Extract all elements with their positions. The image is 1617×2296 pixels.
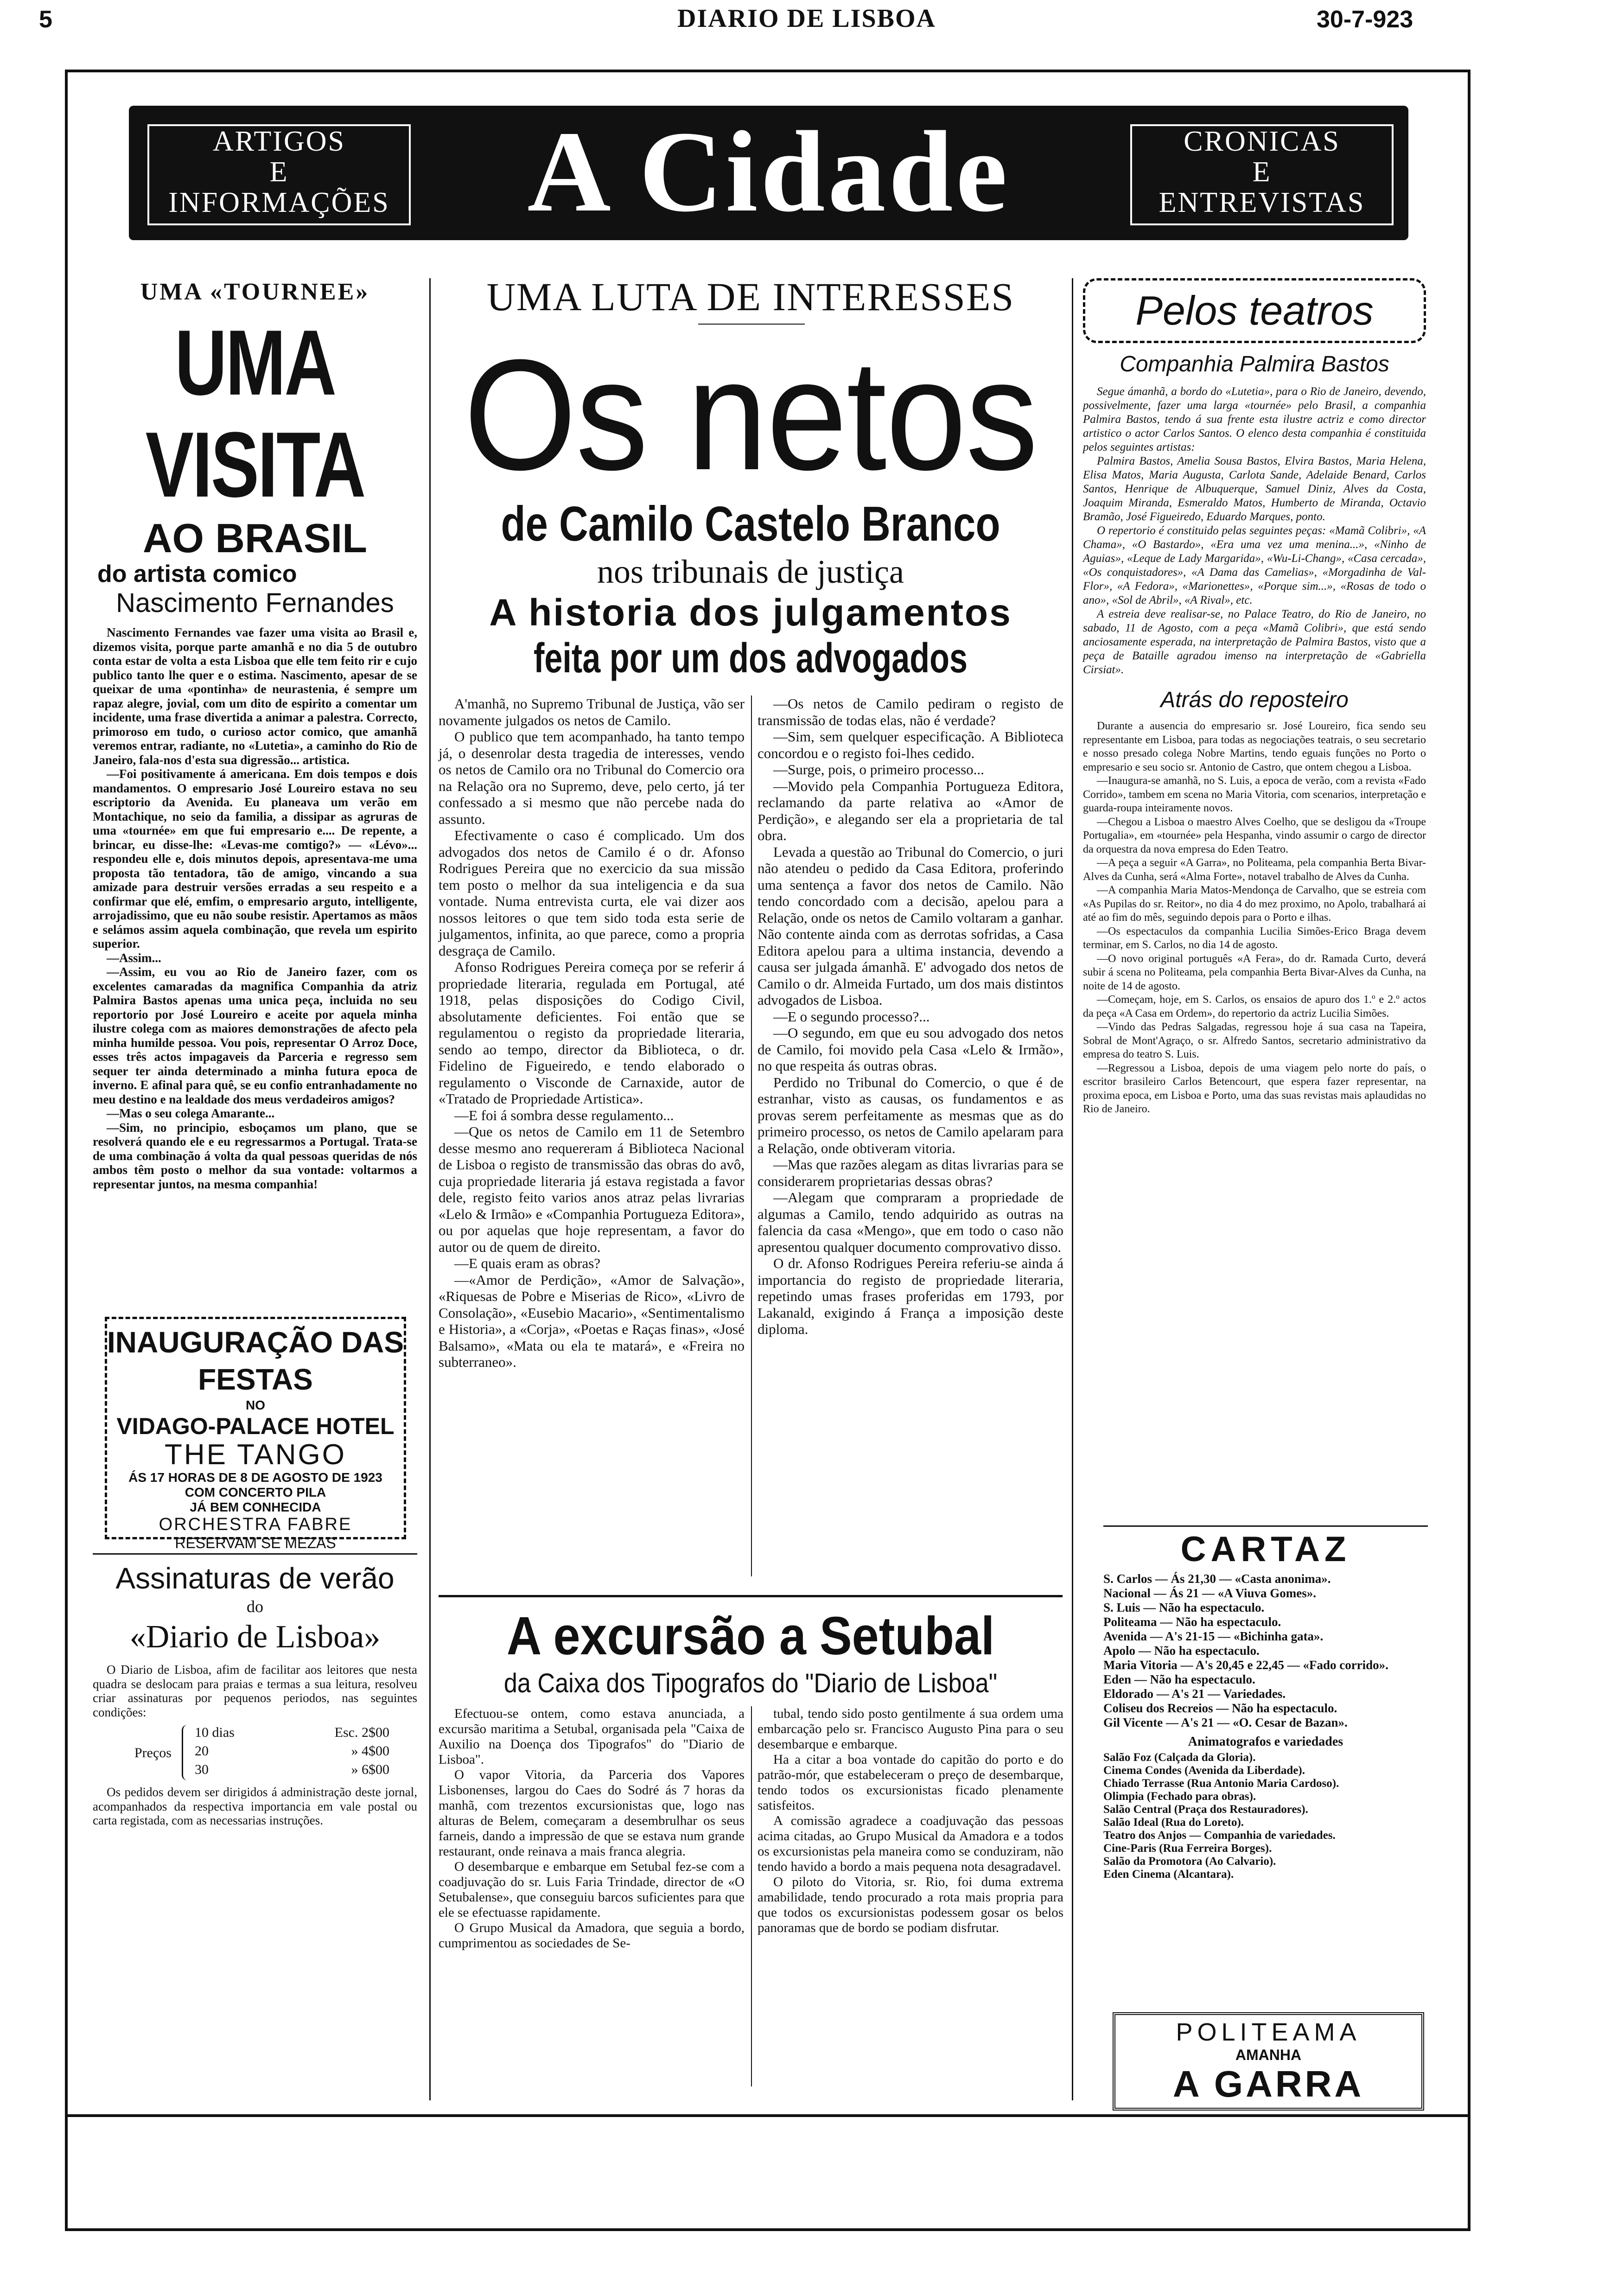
cartaz-item: Coliseu dos Recreios — Não ha espectaculo. [1103, 1701, 1337, 1715]
banner-right-line: CRONICAS [1184, 126, 1340, 157]
paragraph: —Regressou a Lisboa, depois de uma viagem pelo norte do país, o escritor brasileiro Carlos Betencourt, que espera fazer representar, na proxima epoca, em Lisboa e Porto, uma das suas revistas mais aplaudidas no Rio de Janeiro. [1083, 1062, 1426, 1115]
price-row [195, 1762, 389, 1778]
paragraph: —Inaugura-se amanhã, no S. Luis, a epoca de verão, com a revista «Fado Corrido», tambem em scena no Maria Vitoria, com scenarios, interpretação e guarda-roupa inteiramente novos. [1083, 775, 1426, 814]
paragraph: —E quais eram as obras? [454, 1255, 601, 1271]
price-row [195, 1725, 389, 1741]
anim-item: Eden Cinema (Alcantara). [1103, 1868, 1234, 1881]
paragraph: —«Amor de Perdição», «Amor de Salvação», «Riquesas de Pobre e Miserias de Rico», «Livro de Consolação», «Eusebio Macario», «Sentimentalismo e Historia», a «Corja», «Poetas e Raças finas», «José Balsamo», «Mata ou ela te matará», e «Freira no subterraneo». [439, 1271, 745, 1370]
paragraph: —Os espectaculos da companhia Lucilia Simões-Erico Braga devem terminar, em S. Carlos, no dia 14 de agosto. [1083, 925, 1426, 951]
divider [1103, 1525, 1428, 1527]
cartaz-item: Gil Vicente — A's 21 — «O. Cesar de Bazan». [1103, 1716, 1348, 1729]
paragraph: —Começam, hoje, em S. Carlos, os ensaios de apuro dos 1.º e 2.º actos da peça «A Casa em Ordem», do repertorio da actriz Lucilia Simões. [1083, 994, 1426, 1020]
paragraph: Os pedidos devem ser dirigidos á administração deste jornal, acompanhados da respectiva importancia em vale postal ou carta registada, com as necessarias instruções. [93, 1785, 417, 1827]
col2-subhead-1: de Camilo Castelo Branco [501, 497, 1000, 551]
ad-line-3: VIDAGO-PALACE HOTEL [116, 1413, 395, 1439]
paragraph: —Sim, sem quelquer especificação. A Biblioteca concordou e o registo foi-lhes cedido. [758, 728, 1063, 761]
banner-right-line: ENTREVISTAS [1159, 187, 1365, 218]
paragraph: O dr. Afonso Rodrigues Pereira referiu-se ainda á importancia do registo de propriedade literaria, repetindo umas frases proferidas em 1793, por Lakanald, exigindo á França a imposição deste diploma. [758, 1255, 1063, 1337]
paragraph: A estreia deve realisar-se, no Palace Teatro, do Rio de Janeiro, no sabado, 11 de Agosto, com a peça «Mamã Colibri», que está sendo anciosamente esperada, na interpretação de Palmira Bastos, visto que a peça de Bataille agradou imenso na interpretação de «Gabriella Cirsiat». [1083, 608, 1426, 676]
anim-title: Animatografos e variedades [1188, 1735, 1343, 1749]
anim-item: Salão Central (Praça dos Restauradores). [1103, 1803, 1308, 1816]
section-banner [129, 106, 1408, 240]
cartaz-block [1103, 1525, 1428, 1881]
cartaz-title: CARTAZ [1180, 1530, 1351, 1569]
cartaz-item: Eldorado — A's 21 — Variedades. [1103, 1687, 1286, 1701]
anim-item: Salão Foz (Calçada da Gloria). [1103, 1751, 1256, 1764]
paragraph: O piloto do Vitoria, sr. Rio, foi duma extrema amabilidade, tendo procurado a rota mais propria para que todos os excursionistas podessem gosar os belos panoramas que de bordo se podiam disfrutar. [758, 1875, 1063, 1935]
paragraph: Segue ámanhã, a bordo do «Lutetia», para o Rio de Janeiro, devendo, possivelmente, fazer uma larga «tournée» pelo Brasil, a companhia Palmira Bastos, tendo á sua frente esta ilustre actriz e como director artistico o actor Carlos Santos. O elenco desta companhia é constituida pelos seguintes artistas: [1083, 385, 1426, 453]
assinaturas-footer [93, 1785, 417, 1828]
col2-body-right [758, 695, 1063, 1338]
paragraph: —Alegam que compraram a propriedade de algumas a Camilo, tendo adquirido as outras na falencia da casa «Mengo», que em todo o caso não apresentou qualquer documento comprovativo disso. [758, 1189, 1063, 1255]
price-days: 20 [195, 1743, 209, 1759]
excursao-body-right [758, 1706, 1063, 1936]
divider [698, 324, 805, 325]
anim-item: Teatro dos Anjos — Companhia de variedades. [1103, 1829, 1336, 1842]
page-header [0, 0, 1617, 42]
ad-line-5: ÁS 17 HORAS DE 8 DE AGOSTO DE 1923 [128, 1470, 382, 1485]
paragraph: —E foi á sombra desse regulamento... [454, 1107, 674, 1123]
paragraph: O Diario de Lisboa, afim de facilitar aos leitores que nesta quadra se deslocam para praias e termas a sua leitura, resolveu criar assinaturas por pequenos periodos, nas seguintes condições: [93, 1663, 417, 1719]
assinaturas-text [93, 1663, 417, 1719]
ad-line-1: INAUGURAÇÃO DAS FESTAS [107, 1326, 404, 1396]
paragraph: O publico que tem acompanhado, ha tanto tempo já, o desenrolar desta tragedia de interesses, vendo os netos de Camilo ora no Tribunal do Comercio ora na Relação ora no Supremo, deve, pelo certo, já ter confessado a si mesmo que não percebe nada do assunto. [439, 728, 745, 827]
anim-item: Salão Ideal (Rua do Loreto). [1103, 1816, 1244, 1829]
company-title: Companhia Palmira Bastos [1120, 352, 1389, 376]
paragraph: —Assim, eu vou ao Rio de Janeiro fazer, com os excelentes camaradas da magnifica Companhia da atriz Palmira Bastos apenas uma unica peça, incluida no seu reportorio por José Loureiro e aceite por aquela minha ilustre colega com as maiores demonstrações de afecto pela minha humilde pessoa. Vou pois, representar O Arroz Doce, esses três actos impagaveis da Parceria e regresso sem sequer ter ainda determinado a minha futura epoca de inverno. E afinal para quê, se eu confio entranhadamente no meu destino e na lealdade dos meus verdadeiros amigos? [93, 965, 417, 1106]
column-rule [429, 278, 431, 2100]
paragraph: —Surge, pois, o primeiro processo... [773, 761, 984, 778]
price-value: » 4$00 [351, 1743, 389, 1759]
ad-line-4: THE TANGO [165, 1439, 346, 1471]
cartaz-list [1103, 1572, 1428, 1730]
paragraph: Afonso Rodrigues Pereira começa por se referir á propriedade literaria, regulada em Portugal, até 1918, pelas disposições do Codigo Civil, absolutamente deficientes. Foi então que se regulamentou o registo da propriedade literaria, sendo ao tempo, director da Biblioteca, o dr. Fidelino de Figueiredo, e tendo elaborado o regulamento o Visconde de Carnaxide, autor de «Tratado de Propriedade Artistica». [439, 959, 745, 1107]
col1-headline: UMA VISITA [145, 311, 365, 517]
banner-left-line: INFORMAÇÕES [168, 187, 390, 218]
paragraph: —Que os netos de Camilo em 11 de Setembro desse mesmo ano requereram á Biblioteca Nacional de Lisboa o registo de transmissão das obras do avô, cuja propriedade literaria já estava registada a favor dele, registo feito varios anos atraz pelas livrarias «Lelo & Irmão» e «Companhia Portugueza Editora», ou por aquelas que hoje representam, a favor do autor ou de quem de direito. [439, 1123, 745, 1255]
teatros-title: Pelos teatros [1135, 287, 1374, 333]
price-brace [182, 1725, 191, 1780]
banner-right-box [1130, 124, 1394, 225]
paragraph: —O novo original português «A Fera», do dr. Ramada Curto, deverá subir á scena no Politeama, pela companhia Berta Bivar-Alves da Cunha, na noite de 14 de agosto. [1083, 952, 1426, 992]
price-value: Esc. 2$00 [334, 1725, 389, 1740]
cartaz-item: Maria Vitoria — A's 20,45 e 22,45 — «Fado corrido». [1103, 1658, 1388, 1672]
col2-body-left [439, 695, 745, 1371]
col1-body [93, 625, 417, 1191]
banner-title: A Cidade [527, 108, 1010, 236]
ad-line-2: NO [246, 1398, 265, 1412]
paragraph: —E o segundo processo?... [773, 1008, 930, 1025]
price-days: 30 [195, 1762, 209, 1777]
paragraph: Perdido no Tribunal do Comercio, o que é de estranhar, visto as causas, os fundamentos e as provas serem perfeitamente as mesmas que as do primeiro processo, os netos de Camilo apelaram para a Relação, onde obtiveram vitoria. [758, 1074, 1063, 1156]
paragraph: —Movido pela Companhia Portugueza Editora, reclamando da parte relativa ao «Amor de Perdição», e alegando ser ela a proprietaria de tal obra. [758, 778, 1063, 843]
paragraph: O repertorio é constituido pelas seguintes peças: «Mamã Colibri», «A Chama», «O Bastardo», «Era uma vez uma menina...», «Ninho de Aguias», «Leque de Lady Margarida», «Wu-Li-Chang», «Casa cercada», «Os conquistadores», «A Dama das Camelias», «Morgadinha de Val-Flor», «A Fedora», «Marionettes», «Porque sim...», «Rosas de todo o ano», «Sol de Abril», «A Rival», etc. [1083, 524, 1426, 606]
paragraph: —Mas que razões alegam as ditas livrarias para se considerarem proprietarias dessas obras? [758, 1156, 1063, 1189]
paragraph: A'manhã, no Supremo Tribunal de Justiça, vão ser novamente julgados os netos de Camilo. [439, 695, 745, 728]
cartaz-item: Apolo — Não ha espectaculo. [1103, 1644, 1260, 1658]
politeama-when: AMANHA [1235, 2047, 1302, 2063]
paragraph: Efectuou-se ontem, como estava anunciada, a excursão maritima a Setubal, organisada pela "Caixa de Auxilio na Doença dos Tipografos" do "Diario de Lisboa". [439, 1706, 745, 1767]
paper-name: DIARIO DE LISBOA [677, 4, 936, 33]
banner-right-line: E [1252, 156, 1272, 188]
column-rule [751, 1706, 752, 2086]
col2-subhead-2: nos tribunais de justiça [597, 553, 904, 590]
price-label: Preços [134, 1745, 172, 1760]
paragraph: —A peça a seguir «A Garra», no Politeama, pela companhia Berta Bivar-Alves da Cunha, será «Alma Forte», notavel trabalho de Alves da Cunha. [1083, 857, 1426, 883]
teatros-title-box [1083, 278, 1426, 343]
paragraph: —Assim... [107, 950, 161, 965]
politeama-ad [1113, 2012, 1424, 2111]
excursao-subtitle: da Caixa dos Tipografos do "Diario de Lisboa" [503, 1668, 998, 1698]
cartaz-item: Politeama — Não ha espectaculo. [1103, 1615, 1281, 1629]
col2-article [439, 274, 1063, 682]
anim-item: Cine-Paris (Rua Ferreira Borges). [1103, 1842, 1272, 1855]
paragraph: —Chegou a Lisboa o maestro Alves Coelho, que se desligou da «Troupe Portugalia», em «tournée» pela Hespanha, vindo assumir o cargo de director da orquestra da nova empresa do Eden Teatro. [1083, 816, 1426, 855]
assinaturas-de: do [247, 1597, 263, 1616]
anim-item: Olimpia (Fechado para obras). [1103, 1790, 1256, 1803]
paragraph: O desembarque e embarque em Setubal fez-se com a coadjuvação do sr. Luis Faria Trindade, director de «O Setubalense», que conseguiu barcos suficientes para que ele se efectuasse rapidamente. [439, 1859, 745, 1920]
anim-list [1103, 1751, 1428, 1881]
cartaz-item: Avenida — A's 21-15 — «Bichinha gata». [1103, 1629, 1324, 1643]
paragraph: Efectivamente o caso é complicado. Um dos advogados dos netos de Camilo é o dr. Afonso Rodrigues Pereira que no exercicio da sua missão tem posto o melhor da sua inteligencia e da sua vontade. Numa entrevista curta, ele vai dizer aos nossos leitores o que tem sido toda esta serie de julgamentos, infinita, ao que parece, como a propria desgraça de Camilo. [439, 827, 745, 959]
ad-line-9: RESERVAM SE MEZAS [175, 1535, 336, 1551]
cartaz-item: S. Luis — Não ha espectaculo. [1103, 1601, 1265, 1614]
paragraph: Palmira Bastos, Amelia Sousa Bastos, Elvira Bastos, Maria Helena, Elisa Matos, Maria Augusta, Carlota Sande, Adelaide Benard, Carlos Santos, Henrique de Albuquerque, Samuel Diniz, Alves da Costa, Joaquim Miranda, Esmeraldo Matos, Humberto de Miranda, Octavio Bramão, José Figueiredo, Eduardo Marques, ponto. [1083, 455, 1426, 523]
column-rule [1072, 278, 1073, 2100]
ad-line-7: JÁ BEM CONHECIDA [190, 1500, 321, 1514]
festas-ad [105, 1317, 406, 1551]
ad-line-8: ORCHESTRA FABRE [159, 1515, 352, 1534]
price-value: » 6$00 [351, 1762, 389, 1777]
paragraph: Levada a questão ao Tribunal do Comercio, o juri não atendeu o pedido da Casa Editora, proferindo uma sentença a favor dos netos de Camilo. Não tendo concordado com a decisão, apelou para a Relação, onde os netos de Camilo voltaram a ganhar. Não contente ainda com as derrotas sofridas, a Casa Editora apelou para a ultima instancia, devendo a causa ser julgada ámanhã. E' advogado dos netos de Camilo o dr. Almeida Furtado, um dos mais distintos advogados de Lisboa. [758, 843, 1063, 1008]
reposteiro-body [1083, 720, 1426, 1116]
excursao-title: A excursão a Setubal [506, 1606, 995, 1666]
reposteiro-title: Atrás do reposteiro [1160, 688, 1349, 712]
col1-subhead: do artista comico [97, 561, 297, 587]
paragraph: —Vindo das Pedras Salgadas, regressou hoje á sua casa na Tapeira, Sobral de Mont'Agraço, o sr. Alfredo Santos, secretario administrativo da empresa do teatro S. Luis. [1083, 1021, 1426, 1060]
col2-kicker: UMA LUTA DE INTERESSES [486, 274, 1015, 319]
bottom-rule [65, 2114, 1471, 2117]
paragraph: —Os netos de Camilo pediram o registo de transmissão de todas elas, não é verdade? [758, 695, 1063, 728]
col1-subhead-2: Nascimento Fernandes [116, 588, 394, 618]
banner-left-box [147, 124, 411, 225]
politeama-play: A GARRA [1172, 2063, 1364, 2105]
ad-line-6: COM CONCERTO PILA [185, 1485, 326, 1499]
paragraph: O Grupo Musical da Amadora, que seguia a bordo, cumprimentou as sociedades de Se- [439, 1920, 745, 1951]
price-days: 10 dias [195, 1725, 235, 1740]
paragraph: —O segundo, em que eu sou advogado dos netos de Camilo, foi movido pela Casa «Lelo & Irmão», no que respeita ás outras obras. [758, 1025, 1063, 1074]
paragraph: A comissão agradece a coadjuvação das pessoas acima citadas, ao Grupo Musical da Amadora e a todos os excursionistas pela maneira como se conduziram, não tendo havido a bordo a mais pequena nota desagradavel. [758, 1813, 1063, 1874]
page-number: 5 [39, 6, 52, 33]
anim-item: Salão da Promotora (Ao Calvario). [1103, 1855, 1276, 1868]
anim-item: Chiado Terrasse (Rua Antonio Maria Cardoso). [1103, 1777, 1339, 1790]
anim-item: Cinema Condes (Avenida da Liberdade). [1103, 1764, 1305, 1777]
excursao-article [439, 1595, 1063, 1700]
col1-kicker: UMA «TOURNEE» [140, 279, 370, 305]
paragraph: Nascimento Fernandes vae fazer uma visita ao Brasil e, dizemos visita, porque parte amanhã e no dia 5 de outubro conta estar de volta a esta Lisboa que elle tem feito rir e cujo publico tanto lhe quer e o estima. Nascimento, apesar de se queixar de uma «pontinha» de neurastenia, é sempre um rapaz alegre, jovial, com um dito de espirito a comentar um incidente, uma frase divertida a animar a palestra. Correcto, primoroso em tudo, o curioso actor comico, que amanhã veremos entrar, radiante, no «Lutetia», a caminho do Rio de Janeiro, fala-nos d'esta sua digressão... artistica. [93, 625, 417, 767]
col2-headline: Os netos [464, 327, 1038, 503]
paragraph: —A companhia Maria Matos-Mendonça de Carvalho, que se estreia com «As Pupilas do sr. Reitor», no dia 4 do mez proximo, no Apolo, trabalhará ai até ao fim do mês, seguindo depois para o Porto e ilhas. [1083, 884, 1426, 924]
assinaturas-paper: «Diario de Lisboa» [129, 1619, 381, 1655]
col3-article [1083, 278, 1426, 1116]
divider [439, 1595, 1063, 1597]
paragraph: —Mas o seu colega Amarante... [107, 1106, 275, 1120]
banner-left-line: E [269, 156, 289, 188]
assinaturas-title: Assinaturas de verão [115, 1562, 395, 1595]
col1-headline-2: AO BRASIL [143, 515, 367, 561]
assinaturas-block [93, 1553, 417, 1828]
politeama-name: POLITEAMA [1176, 2018, 1361, 2046]
price-row [195, 1743, 389, 1759]
paragraph: Durante a ausencia do empresario sr. José Loureiro, fica sendo seu representante em Lisboa, para todas as negociações teatrais, o seu secretario e nosso presado colega Nobre Martins, tendo eguais funções no Porto o empresario e seu socio sr. Antonio de Castro, que ontem chegou a Lisboa. [1083, 720, 1426, 773]
column-rule [751, 695, 752, 1576]
banner-left-line: ARTIGOS [213, 126, 345, 157]
col1-article [93, 278, 417, 1191]
company-body [1083, 385, 1426, 677]
paragraph: tubal, tendo sido posto gentilmente á sua ordem uma embarcação pelo sr. Francisco Augusto Pina para o seu desembarque e embarque. [758, 1706, 1063, 1752]
col2-subhead-3: A historia dos julgamentos [489, 592, 1012, 634]
paragraph: —Sim, no principio, esboçamos um plano, que se resolverá quando ele e eu regressarmos a Portugal. Trata-se de uma combinação á volta da qual pessoas queridas de nós ambos têm posto o melhor da sua vontade: voltarmos a representar juntos, na mesma companhia! [93, 1120, 417, 1191]
cartaz-item: Eden — Não ha espectaculo. [1103, 1672, 1255, 1686]
paragraph: —Foi positivamente á americana. Em dois tempos e dois mandamentos. O empresario José Loureiro estava no seu escriptorio da Avenida. Eu planeava um verão em Montachique, no seio da familia, a dissipar as agruras de uma «tournée» em que fui empresario e.... De repente, a brincar, eu disse-lhe: «Levas-me comtigo?» — «Lévo»... respondeu elle e, dois minutos depois, apresentava-me uma proposta tão tentadora, tão de amigo, vincando a sua amizade para destruir versões erradas a seu respeito e a confirmar que elé, emfim, o empresario arguto, intelligente, arrojadissimo, que eu não soube resistir. Apertamos as mãos e selámos assim aquela combinação, que revela um espirito superior. [93, 767, 417, 950]
col2-subhead-4: feita por um dos advogados [533, 635, 968, 682]
cartaz-item: S. Carlos — Ás 21,30 — «Casta anonima». [1103, 1572, 1331, 1586]
paragraph: Ha a citar a boa vontade do capitão do porto e do patrão-mór, que estabeleceram o preço de desembarque, tendo todos os excursionistas ficado plenamente satisfeitos. [758, 1752, 1063, 1813]
divider [93, 1553, 417, 1555]
cartaz-item: Nacional — Ás 21 — «A Viuva Gomes». [1103, 1586, 1317, 1600]
price-table [93, 1725, 417, 1785]
excursao-body-left [439, 1706, 745, 1951]
paragraph: O vapor Vitoria, da Parceria dos Vapores Lisbonenses, largou do Caes do Sodré ás 7 horas da manhã, com trezentos excursionistas que, logo nas alturas de Belem, começaram a desembrulhar os seus farneis, dando a impressão de que se estava num grande restaurant, onde reinava a mais franca alegria. [439, 1767, 745, 1859]
issue-date: 30-7-923 [1317, 6, 1413, 33]
